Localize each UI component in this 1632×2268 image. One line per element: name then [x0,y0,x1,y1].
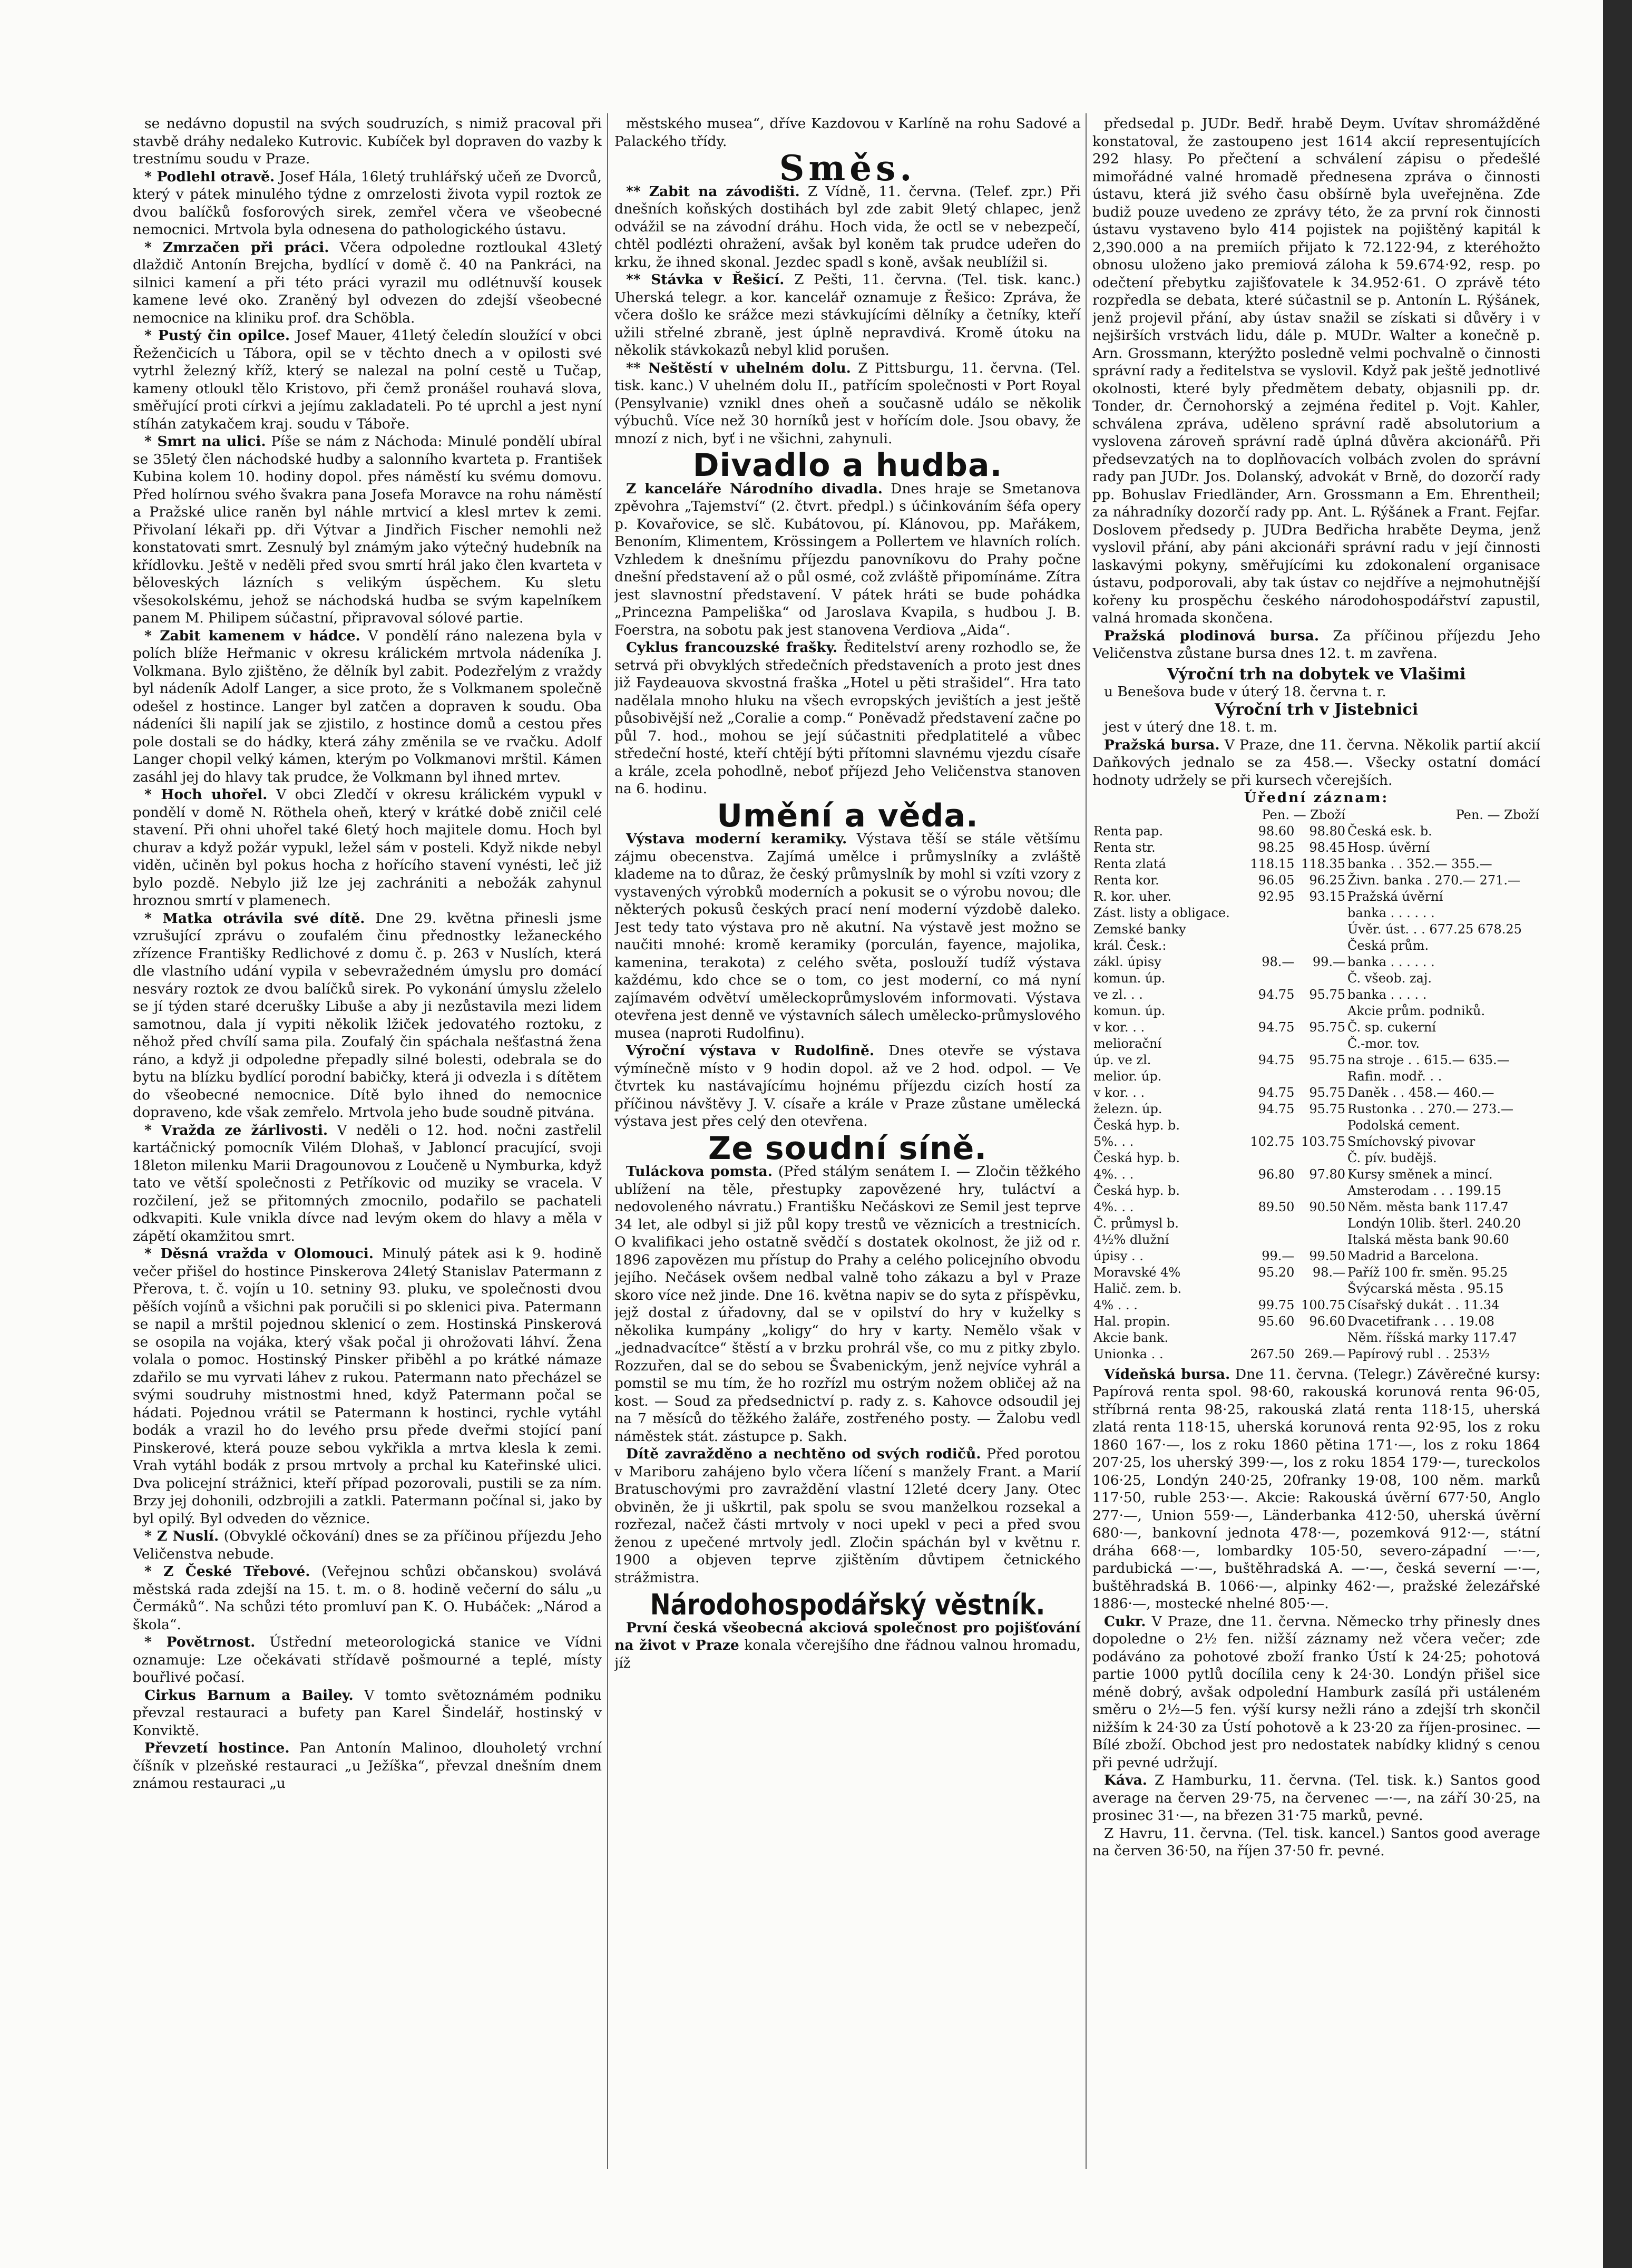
article-paragraph [614,271,1081,359]
quote-cell: banka . . . . . . [1347,905,1435,920]
article-rubric: Výstava moderní keramiky. [626,831,847,847]
quote-cell: melior. úp. [1093,1068,1162,1084]
article-rubric: Dítě zavražděno a nechtěno od svých rodičů. [626,1446,981,1462]
quote-cell [1245,1215,1296,1232]
article-rubric: Pražská plodinová bursa. [1104,627,1320,644]
quote-cell: 94.75 [1258,1019,1295,1035]
quote-cell: 4%. . . [1093,1166,1134,1182]
quote-cell: Česká hyp. b. [1093,1150,1180,1165]
article-rubric: * Hoch uhořel. [144,786,268,803]
quote-cell: 90.50 [1309,1199,1346,1214]
quote-cell [1295,938,1346,954]
article-text: Dnes otevře se výstava výmínečně místo v 9 hodin dopol. až ve 2 hod. odpol. — Ve čtvrtek ku nastávajícímu hojnému příjezdu cizích hostí za příčinou návštěvy J. V. císaře a krále v Praze zůstane umělecká výstava jest přes celý den otevřena. [614,1043,1081,1130]
quote-cell [1245,1068,1296,1085]
market-heading-vlasim: Výroční trh na dobytek ve Vlašimi [1167,665,1466,684]
quote-cell [1295,970,1346,987]
article-rubric: Z kanceláře Národního divadla. [626,480,883,497]
quote-row [1092,1068,1540,1085]
quote-cell: 92.95 [1258,889,1295,904]
quote-cell [1295,1215,1346,1232]
quote-row [1092,921,1540,938]
article-paragraph [614,1619,1081,1672]
quote-cell: Č. všeob. zaj. [1347,970,1432,986]
article-paragraph [614,1445,1081,1586]
section-title-umeni: Umění a věda. [717,797,979,834]
quote-cell: Č. sp. cukerní [1347,1019,1436,1035]
quote-cell: úpisy . . [1093,1248,1144,1263]
article-rubric: Převzetí hostince. [144,1740,290,1756]
quote-cell: Hosp. úvěrní [1347,840,1430,855]
article-text: Minulý pátek asi k 9. hodině večer přišel do hostince Pinskerova 24letý Stanislav Patermann z Přerova, t. č. vojín u 10. setniny 93. pluku, ve společnosti dvou pěších vojínů a všichni pak poručili si po sklenici piva. Patermann se napil a mrštil pojednou sklenicí o zem. Hostinská Pinskerová se osopila na vojáka, který však počal ji ohrožovati láhví. Žena volala o pomoc. Hostinský Pinsker přiběhl a po krátké námaze zdařilo se mu vyrvati láhev z rukou. Patermann nato přecházel se svými soudruhy mistnostmi hned, když Patermann počal se hádati. Pojednou vrátil se Patermann k hostinci, rychle vytáhl bodák a vrazil ho do levého prsu přede dveřmi stojící paní Pinskerové, která pouze sebou vykřikla a mrtva klesla k zemi. Vrah vytáhl bodák z prsou mrtvoly a prchal ku Kateřinské ulici. Dva policejní strážnici, kteří případ pozorovali, pustili se za ním. Brzy jej dohonili, odzbrojili a zatkli. Patermann počínal si, jako by byl opilý. Byl odveden do věznice. [133,1245,602,1527]
article-text: (Veřejnou schůzi občanskou) svolává městská rada zdejší na 15. t. m. o 8. hodině večerní do sálu „u Čermáků“. Na schůzi této promluví pan K. O. Hubáček: „Národ a škola“. [133,1563,602,1633]
article-rubric: * Podlehl otravě. [144,168,275,185]
quote-cell: v kor. . . [1093,1019,1145,1035]
quote-cell: Zemské banky [1093,921,1186,937]
quote-row [1092,954,1540,970]
quote-cell: Něm. říšská marky 117.47 [1347,1330,1517,1345]
quote-cell: 94.75 [1258,1085,1295,1100]
quote-row [1092,1003,1540,1019]
quote-cell: R. kor. uher. [1093,889,1171,904]
quote-cell: Akcie prům. podniků. [1347,1003,1486,1018]
quote-cell: Kursy směnek a mincí. [1347,1166,1493,1182]
bursa-rubric: Pražská bursa. [1104,736,1220,753]
article-text: (Obvyklé očkování) dnes se za příčinou příjezdu Jeho Veličenstva nebude. [133,1528,602,1562]
article-paragraph [133,1122,602,1245]
quote-cell [1245,1036,1296,1052]
quote-row [1092,872,1540,889]
article-rubric: Káva. [1104,1772,1147,1788]
market-text-jistebnice: jest v úterý dne 18. t. m. [1104,719,1278,735]
article-paragraph [133,1739,602,1793]
article-paragraph [614,1163,1081,1445]
article-text: se nedávno dopustil na svých soudruzích, s nimiž pracoval při stavbě dráhy nedaleko Kutrovic. Kubíček byl dopraven do vazby k trestnímu soudu v Praze. [133,115,602,167]
quote-table-head-left: Pen. — Zboží [1262,807,1346,822]
section-title-smes: Směs. [779,148,916,189]
article-text: Josef Hála, 16letý truhlářský učeň ze Dvorců, který v pátek minulého týdne z omrzelosti života vypil roztok ze dvou balíčků fosforových sirek, zemřel včera ve všeobecné nemocnici. Mrtvola byla odnesena do pathologického ústavu. [133,168,602,238]
quote-row [1092,970,1540,987]
quote-cell: 95.75 [1309,987,1346,1002]
quote-cell: 89.50 [1258,1199,1295,1214]
article-paragraph [1092,1613,1540,1772]
article-paragraph [1092,115,1540,627]
quote-cell: 99.— [1312,954,1346,969]
quote-cell: banka . . 352.— 355.— [1347,856,1492,871]
article-text: Z Havru, 11. června. (Tel. tisk. kancel.) Santos good average na červen 36·50, na říjen 37·50 fr. pevné. [1092,1825,1540,1859]
quote-cell: Renta pap. [1093,823,1163,839]
quote-cell [1245,938,1296,954]
quote-cell: Smíchovský pivovar [1347,1134,1475,1149]
article-paragraph [614,639,1081,798]
quote-cell [1295,1150,1346,1166]
quote-cell: Londýn 10lib. šterl. 240.20 [1347,1215,1521,1231]
quote-row [1092,1330,1540,1346]
quote-row [1092,1085,1540,1101]
quote-cell [1295,1036,1346,1052]
quote-cell: Česká esk. b. [1347,823,1432,839]
article-rubric: Tuláckova pomsta. [626,1163,773,1180]
article-paragraph [133,239,602,327]
quote-cell: 95.60 [1258,1313,1295,1329]
article-paragraph [614,1042,1081,1131]
quote-row [1092,1150,1540,1166]
quote-cell: Italská města bank 90.60 [1347,1232,1509,1247]
market-heading-jistebnice: Výroční trh v Jistebnici [1214,700,1419,719]
article-text: Píše se nám z Náchoda: Minulé pondělí ubíral se 35letý člen náchodské hudby a salonního kvarteta p. František Kubina kolem 10. hodiny dopol. přes náměstí ku svému domovu. Před holírnou svého švakra pana Josefa Moravce na rohu náměstí a Pražské ulice raněn byl náhle mrtvicí a klesl mrtev k zemi. Přivolaní lékaři pp. dři Výtvar a Jindřich Fischer nemohli než konstatovati smrt. Zesnulý byl známým jako výtečný hudebník na křídlovku. Ještě v neděli před svou smrtí hrál jako člen kvarteta v běloveských lázních s velikým úspěchem. Ku sletu všesokolskému, jehož se náchodská hudba se svým kapelníkem panem M. Philipem súčastní, připravoval sólové partie. [133,433,602,626]
quote-cell: Česká hyp. b. [1093,1183,1180,1198]
quote-cell [1245,921,1296,938]
quote-cell: 96.05 [1258,872,1295,888]
quote-cell [1245,905,1296,921]
quote-table [1092,807,1540,1362]
quote-cell: Č. pív. budějš. [1347,1150,1437,1165]
article-paragraph [133,910,602,1122]
quote-cell: 99.75 [1258,1297,1295,1312]
article-rubric: ** Neštěstí v uhelném dolu. [626,359,851,376]
quote-row [1092,1346,1540,1362]
article-text: V obci Zledčí v okresu králickém vypukl v pondělí v domě N. Röthela oheň, který v krátké době zničil celé stavení. Při ohni uhořel také 6letý hoch majitele domu. Hoch byl churav a když požár vypukl, ležel sám v posteli. Když nikde nebyl viděn, učiněn byl pokus hocha z hořícího stavení vynésti, leč již bylo pozdě. Nebylo již lze jej zachrániti a nebožák zahynul hroznou smrtí v plamenech. [133,786,602,909]
quote-cell: Daněk . . 458.— 460.— [1347,1085,1494,1100]
article-paragraph [1092,1825,1540,1860]
quote-cell: Něm. města bank 117.47 [1347,1199,1509,1214]
quote-cell: Č. průmysl b. [1093,1215,1179,1231]
quote-cell: 4½% dlužní [1093,1232,1169,1247]
quote-row [1092,1248,1540,1264]
quote-cell: 98.— [1262,954,1295,969]
article-paragraph [133,786,602,910]
quote-cell: 98.60 [1258,823,1295,839]
quote-table-title: Úřední záznam: [1244,790,1389,806]
quote-cell: komun. úp. [1093,970,1166,986]
quote-cell: král. Česk.: [1093,938,1167,953]
quote-cell: 98.25 [1258,840,1295,855]
article-paragraph [614,359,1081,448]
quote-row [1092,1134,1540,1150]
quote-cell: 98.45 [1309,840,1346,855]
article-rubric: * Zabit kamenem v hádce. [144,627,360,644]
article-paragraph [614,830,1081,1042]
article-rubric: * Z České Třebové. [144,1563,310,1580]
article-rubric: * Povětrnost. [144,1634,256,1650]
quote-cell [1245,1150,1296,1166]
quote-cell: 269.— [1304,1346,1346,1361]
quote-cell: Č.-mor. tov. [1347,1036,1420,1051]
quote-cell: v kor. . . [1093,1085,1145,1100]
quote-cell: zákl. úpisy [1093,954,1161,969]
article-rubric: Cirkus Barnum a Bailey. [144,1687,354,1704]
article-text: Ústřední meteorologická stanice ve Vídni oznamuje: Lze očekávati střídavě pošmourné a teplé, místy bouřlivé počasí. [133,1634,602,1686]
quote-cell: Madrid a Barcelona. [1347,1248,1479,1263]
article-paragraph [1092,1366,1540,1613]
quote-cell [1295,1117,1346,1134]
quote-cell: 4% . . . [1093,1297,1138,1312]
quote-cell [1295,921,1346,938]
quote-row [1092,1199,1540,1215]
article-text: Z Hamburku, 11. června. (Tel. tisk. k.) Santos good average na červen 29·75, na červenec —·—, na září 30·25, na prosinec 31·—, na březen 31·75 marků, pevné. [1092,1772,1540,1824]
quote-cell: Rustonka . . 270.— 273.— [1347,1101,1513,1116]
article-paragraph [614,183,1081,271]
quote-cell: 95.75 [1309,1101,1346,1116]
quote-cell: Renta kor. [1093,872,1159,888]
section-markets [1092,1366,1540,1860]
quote-cell: 95.75 [1309,1019,1346,1035]
quote-cell [1245,1003,1296,1019]
quote-cell: 95.20 [1258,1264,1295,1280]
quote-row [1092,987,1540,1003]
article-paragraph [133,627,602,786]
middle-column [614,115,1081,2213]
quote-row [1092,1264,1540,1281]
quote-cell [1245,1117,1296,1134]
scan-edge [1603,0,1632,2268]
quote-cell: 4%. . . [1093,1199,1134,1214]
article-intro: městského musea“, dříve Kazdovou v Karlíně na rohu Sadové a Palackého třídy. [614,115,1081,150]
quote-cell: Unionka . . [1093,1346,1164,1361]
quote-cell: 97.80 [1309,1166,1346,1182]
article-paragraph [1092,627,1540,663]
quote-cell: 94.75 [1258,1052,1295,1067]
quote-cell: 103.75 [1301,1134,1346,1149]
article-text: Z Pešti, 11. června. (Tel. tisk. kanc.) Uherská telegr. a kor. kancelář oznamuje z Řešico: Zpráva, že včera došlo ke srážce mezi stávkujícími dělníky a četníky, kteří užili střelné zbraně, jest úplně nepravdivá. Kromě útoku na několik stávkokazů nebyl klid porušen. [614,271,1081,358]
article-rubric: * Zmrzačen při práci. [144,239,329,256]
quote-cell: úp. ve zl. [1093,1052,1151,1067]
quote-cell [1295,1232,1346,1248]
market-text-vlasim: u Benešova bude v úterý 18. června t. r. [1104,684,1386,700]
quote-cell: 96.80 [1258,1166,1295,1182]
quote-cell: 95.75 [1309,1085,1346,1100]
quote-cell: ve zl. . . [1093,987,1143,1002]
quote-cell: Živn. banka . 270.— 271.— [1347,872,1521,888]
quote-cell: Rafin. modř. . . [1347,1068,1442,1084]
article-text: Pan Antonín Malinoo, dlouholetý vrchní číšník v plzeňské restauraci „u Ježíška“, převzal dnešním dnem známou restauraci „u [133,1740,602,1792]
quote-cell: 98.80 [1309,823,1346,839]
quote-cell: Švýcarská města . 95.15 [1347,1281,1504,1296]
quote-cell: Úvěr. úst. . . 677.25 678.25 [1347,921,1522,937]
quote-cell: 94.75 [1258,987,1295,1002]
article-paragraph [133,1633,602,1687]
article-text: V tomto světoznámém podniku převzal restauraci a bufety pan Karel Šindelář, hostinský v Konviktě. [133,1687,602,1739]
quote-cell: 96.60 [1309,1313,1346,1329]
article-rubric: Cyklus francouzské frašky. [626,639,838,656]
quote-cell: 118.15 [1250,856,1295,871]
article-rubric: * Matka otrávila své dítě. [144,910,365,927]
article-rubric: * Z Nuslí. [144,1528,219,1544]
article-paragraph [133,1563,602,1633]
article-paragraph [1092,1771,1540,1825]
article-paragraph [133,327,602,433]
quote-row [1092,1101,1540,1117]
bursa-paragraph [1092,736,1540,790]
quote-row [1092,889,1540,905]
article-text: V pondělí ráno nalezena byla v polích blíže Heřmanic v okresu králickém mrtvola nádeníka J. Volkmana. Bylo zjištěno, že dělník byl zabit. Podezřelým z vraždy byl nádeník Adolf Langer, a sice proto, že s Volkmanem společně odešel z hostince. Langer byl zatčen a dopraven k soudu. Oba nádeníci šli napilí jak se zjistilo, z hostince domů a cestou přes pole dostali se do hádky, která záhy změnila se ve rvačku. Adolf Langer chopil velký kámen, kterým po Volkmanovi mrštil. Kámen zasáhl jej do hlavy tak prudce, že Volkmann byl ihned mrtev. [133,627,602,785]
article-paragraph [133,1245,602,1527]
quote-cell: na stroje . . 615.— 635.— [1347,1052,1510,1067]
quote-cell [1245,970,1296,987]
quote-cell [1245,1330,1296,1346]
quote-row [1092,938,1540,954]
quote-cell: 99.50 [1309,1248,1346,1263]
quote-cell: Zást. listy a obligace. [1093,905,1230,920]
article-text: V neděli o 12. hod. nočni zastřelil kartáčnický pomocník Vilém Dlohaš, v Jabloncí pracující, svoji 18leton milenku Marii Dragounovou z Loučeně u Nymburka, když tato ve větší společnosti z Petříkovic od muziky se vracela. V rozčilení, jež se přitomných zmocnilo, podařilo se pachateli odkvapiti. Kule vnikla dívce nad levým okem do hlavy a měla v zápětí okamžitou smrt. [133,1122,602,1244]
section-assembly [1092,115,1540,663]
quote-cell: Papírový rubl . . 253½ [1347,1346,1490,1361]
quote-cell: Amsterodam . . . 199.15 [1347,1183,1502,1198]
right-column [1092,115,1540,2213]
article-paragraph [133,115,602,168]
left-column [133,115,602,2170]
section-divadlo [614,480,1081,798]
quote-cell: Renta str. [1093,840,1156,855]
quote-cell: Podolská cement. [1347,1117,1460,1133]
quote-row [1092,1117,1540,1134]
quote-cell: Moravské 4% [1093,1264,1181,1280]
article-text: Za příčinou příjezdu Jeho Veličenstva zůstane bursa dnes 12. t. m zavřena. [1092,627,1540,661]
quote-cell [1245,1183,1296,1199]
section-title-soud: Ze soudní síně. [708,1130,988,1167]
quote-cell [1295,1003,1346,1019]
quote-cell [1295,1330,1346,1346]
article-text: předsedal p. JUDr. Bedř. hrabě Deym. Uvítav shromážděné konstatoval, že zastoupeno jest 1614 akcií representujících 292 hlasy. Po přečtení a schválení zápisu o předešlé mimořádné valné hromadě přednesena zpráva o činnosti ústavu, která již svého času obšírně byla uveřejněna. Zde budiž pouze uvedeno ze zprávy této, že za první rok činnosti ústavu vystaveno bylo 414 pojistek na pojištěný kapitál k 2,390.000 a na premiích přijato k 72.122·94, z kteréhožto obnosu uloženo jako premiová záloha k 59.674·92, resp. po odečtení přebytku zajišťovatele k 34.952·61. O zprávě této rozpředla se debata, které súčastnil se p. Antonín L. Rýšánek, jenž projevil přání, aby ústav snažil se získati si důvěry i v nejširších vrstvách lidu, dále p. MUDr. Walter a konečně p. Arn. Grossmann, kterýžto posledně velmi pochvalně o činnosti správní rady a ředitelstva se vyslovil. Když pak ještě jednotlivé okolnosti, které byly předmětem debaty, objasnili pp. dr. Tonder, dr. Černohorský a zejména ředitel p. Vojt. Kahler, schválena zpráva, uděleno správní radě absolutorium a vyslovena zároveň správní radě úplná důvěra akcionářů. Při předsevzatých na to doplňovacích volbách zvolen do správní rady pan JUDr. Jos. Dolanský, advokát v Brně, do dozorčí rady pp. Bohuslav Friedländer, Arn. Grossmann a Em. Ehrentheil; za náhradníky dozorčí rady pp. Ant. L. Rýšánek a Frant. Fejfar. Doslovem předsedy p. JUDra Bedřicha hraběte Deyma, jenž vyslovil přání, aby páni akcionáři správní radu v její činnosti laskavými pokyny, směřujícími ku zdokonalení organisace ústavu, podporovali, aby tak ústav co nejdříve a nejmohutnější kořeny ku prospěchu českého národohospodářství zapustil, valná hromada skončena. [1092,115,1540,626]
quote-cell [1245,1232,1296,1248]
article-text: V Praze, dne 11. června. Německo trhy přinesly dnes dopoledne o 2½ fen. nižší záznamy než včera večer; zde podáváno za pohotové zboží franko Ústí k 24·25; pohotová partie 1000 pytlů docílila ceny k 24·30. Londýn přišel sice méně dobrý, avšak odpolední Hamburk zasílá při ustáleném směru o 2½—5 fen. výší kursy nežli ráno a zdejší trh skončil nižším k 24·30 za Ústí pohotově a k 23·20 za říjen-prosinec. — Bílé zboží. Obchod jest pro nedostatek nabídky klidný s cenou při pevné udržují. [1092,1613,1540,1771]
quote-cell: Císařský dukát . . 11.34 [1347,1297,1500,1312]
quote-cell: železn. úp. [1093,1101,1162,1116]
quote-row [1092,1313,1540,1330]
section-soud [614,1163,1081,1586]
quote-row [1092,1232,1540,1248]
quote-cell: 99.— [1262,1248,1295,1263]
article-paragraph [133,1527,602,1563]
article-text: Včera odpoledne roztloukal 43letý dlaždič Antonín Brejcha, bydlící v domě č. 40 na Pankráci, na silnici kamení a při této práci vyrazil mu odlétnuvší kousek kamene levé oko. Zraněný byl odvezen do zdejší všeobecné nemocnice na kliniku prof. dra Schöbla. [133,239,602,326]
article-text: Dne 11. června. (Telegr.) Závěrečné kursy: Papírová renta spol. 98·60, rakouská korunová renta 96·05, stříbrná renta 98·25, rakouská zlatá renta 118·15, uherská zlatá renta 118·15, uherská korunová renta 92·95, los z roku 1860 167·—, los z roku 1860 pětina 171·—, los z roku 1864 207·25, los uherský 399·—, los z roku 1854 179·—, tureckolos 106·25, Londýn 240·25, 20franky 19·08, 100 něm. marků 117·50, ruble 253·—. Akcie: Rakouská úvěrní 677·50, Anglo 277·—, Union 559·—, Länderbanka 412·50, uherská úvěrní 680·—, bankovní jednota 478·—, pozemková 912·—, státní dráha 668·—, lombardky 105·50, severo-západní —·—, pardubická —·—, buštěhradská A. —·—, česká severní —·—, buštěhradská B. 1066·—, alpinky 462·—, pražské železářské 1886·—, mostecké nhelné 805·—. [1092,1366,1540,1612]
quote-row [1092,856,1540,872]
article-text: Z Pittsburgu, 11. června. (Tel. tisk. kanc.) V uhelném dolu II., patřícím společnosti v Port Royal (Pensylvanie) vznikl dnes oheň a současně událo se několik výbuchů. Více než 30 horníků jest v hořícím dole. Jsou obavy, že mnozí z nich, byť i ne všichni, zahynuli. [614,359,1081,447]
quote-cell: Hal. propin. [1093,1313,1170,1329]
quote-cell: Halič. zem. b. [1093,1281,1182,1296]
quote-cell: Pražská úvěrní [1347,889,1443,904]
quote-row [1092,1019,1540,1036]
bursa-text: V Praze, dne 11. června. Několik partií akcií Daňkových jednalo se za 458.—. Všecky ostatní domácí hodnoty udržely se při kursech včerejších. [1092,736,1540,789]
quote-row [1092,1036,1540,1052]
article-paragraph [133,433,602,627]
article-text: Ředitelství areny rozhodlo se, že setrvá při obvyklých středečních představeních a proto jest dnes již Faydeauova skvostná fraška „Hotel u pěti strašidel“. Hra tato nadělala mnoho hluku na všech evropských jevištích a jest ještě působivější než „Coralie a comp.“ Poněvadž představení začne po půl 7. hod., mohou se její súčastniti předplatitelé a vůbec středeční hosté, kteří chtějí býti přítomni slavnému vjezdu císaře a krále, zcela pohodlně, neboť příjezd Jeho Veličenstva stanoven na 6. hodinu. [614,639,1081,797]
article-text: Dnes hraje se Smetanova zpěvohra „Tajemství“ (2. čtvrt. předpl.) s účinkováním šéfa opery p. Kovařovice, se slč. Kubátovou, pí. Klánovou, pp. Mařákem, Benoním, Klimentem, Krössingem a Pollertem ve hlavních rolích. Vzhledem k dnešnímu příjezdu panovníkovu do Prahy počne dnešní představení až o půl osmé, což zvláště připomínáme. Zítra jest slavnostní představení. V pátek hráti se bude pohádka „Princezna Pampeliška“ od Jaroslava Kvapila, s hudbou J. B. Foerstra, na sobotu pak jest stanovena Verdiova „Aida“. [614,480,1081,638]
article-rubric: * Děsná vražda v Olomouci. [144,1245,374,1262]
section-title-vestnik: Národohospodářský věstník. [650,1588,1045,1621]
quote-cell [1295,1068,1346,1085]
quote-cell: Renta zlatá [1093,856,1166,871]
section-title-divadlo: Divadlo a hudba. [692,447,1003,484]
article-rubric: Výroční výstava v Rudolfině. [626,1043,875,1059]
article-text: konala včerejšího dne řádnou valnou hromadu, jíž [614,1637,1081,1671]
article-paragraph [614,480,1081,639]
quote-row [1092,840,1540,856]
quote-cell: 100.75 [1301,1297,1346,1312]
quote-row [1092,1183,1540,1199]
quote-cell: 267.50 [1250,1346,1295,1361]
article-text: Z Vídně, 11. června. (Telef. zpr.) Při dnešních koňských dostihách byl zde zabit 9letý chlapec, jenž odvážil se na závodní dráhu. Hoch vida, že octl se v nebezpečí, chtěl podlézti ohražení, avšak byl koněm tak prudce udeřen do krku, že ihned skonal. Jezdec spadl s koně, avšak neublížil si. [614,183,1081,270]
article-rubric: Cukr. [1104,1613,1146,1630]
article-rubric: Vídeňská bursa. [1104,1366,1230,1383]
column-rule [1086,113,1087,2169]
quote-cell: Česká hyp. b. [1093,1117,1180,1133]
quote-row [1092,823,1540,840]
quote-cell [1295,905,1346,921]
article-rubric: * Pustý čin opilce. [144,327,290,344]
quote-cell: meliorační [1093,1036,1162,1051]
quote-table-head-right: Pen. — Zboží [1455,807,1539,822]
article-rubric: * Smrt na ulici. [144,433,266,450]
quote-cell: banka . . . . . [1347,987,1427,1002]
section-umeni [614,830,1081,1131]
column-rule [607,113,608,2169]
article-text: (Před stálým senátem I. — Zločin těžkého ublížení na těle, přestupky zapovězené hry, tuláctví a nedovoleného návratu.) Františku Nečáskovi ze Semil jest teprve 34 let, ale odbyl si již půl kopy trestů ve věznicích a trestnicích. O kvalifikaci jeho ostatně svědčí s dostatek okolnost, že již od r. 1896 zapovězen mu přístup do Prahy a celého policejního obvodu jejího. Nečásek ovšem nedbal valně toho zákazu a byl v Praze skoro více než jinde. Dne 16. května napiv se do syta z příspěvku, jejž dostal z úřadovny, dal se v opilství do hry v kuželky s několika kumpány „koligy“ do hry v karty. Nemělo však v „jednadvacítce“ štěstí a v brzku prohrál vše, co mu z pitky zbylo. Rozzuřen, dal se do sebou se Švabenickým, jenž nejvíce vyhrál a pomstil se mu tím, že ho rozřízl mu ostrým nožem obličej až na kost. — Soud za předsednictví p. rady z. s. Kahovce odsoudil jej na 7 měsíců do těžkého žaláře, zostřeného posty. — Žalobu vedl náměstek stát. zástupce p. Sakh. [614,1163,1081,1445]
section-smes [614,183,1081,448]
article-text: Výstava těší se stále většímu zájmu obecenstva. Zajímá umělce i průmyslníky a zvláště klademe na to důraz, že český průmyslník by mohl si vzíti vzory z vystavených výrobků moderních a pokusit se o výrobu novou; dle některých pokusů českých prací není moderní výzdobě daleko. Jest tedy tato výstava pro ně akutní. Na výstavě jest možno se naučiti mnohé: kromě keramiky (porculán, fayence, majolika, kamenina, terakota) z celého světa, poslouží tudíž výstava každému, kdo chce se o tom, co jest moderní, co má nyní zajímavém odvětví uměleckoprůmyslovém informovati. Výstava otevřena jest denně ve výstavních sálech umělecko-průmyslového musea (naproti Rudolfinu). [614,831,1081,1041]
quote-cell: Paříž 100 fr. směn. 95.25 [1347,1264,1508,1280]
quote-cell: 5%. . . [1093,1134,1134,1149]
quote-cell [1295,1183,1346,1199]
article-rubric: První česká všeobecná akciová společnost pro pojišťování na život v Praze [614,1619,1081,1653]
quote-cell [1245,1281,1296,1297]
article-text: Před porotou v Mariboru zahájeno bylo včera líčení s manžely Frant. a Marií Bratuschovými pro zavraždění vlastní 12leté dcery Jany. Otec obviněn, že ji uškrtil, pak spolu se svou manželkou rozsekal a rozřezal, načež části mrtvoly v noci upekl v peci a před svou ženou z upečené mrtvoly jedl. Zločin spáchán byl v květnu r. 1900 a objeven teprve zjištěním důvtipem četnického strážmistra. [614,1446,1081,1586]
quote-cell: Česká prům. [1347,938,1429,953]
quote-cell: banka . . . . . . [1347,954,1435,969]
quote-cell: 95.75 [1309,1052,1346,1067]
quote-cell: komun. úp. [1093,1003,1166,1018]
quote-cell: 118.35 [1301,856,1346,871]
section-vestnik [614,1619,1081,1672]
article-rubric: ** Stávka v Řešicí. [626,271,785,288]
quote-cell: 94.75 [1258,1101,1295,1116]
quote-row [1092,1281,1540,1297]
quote-cell: 93.15 [1309,889,1346,904]
quote-row [1092,905,1540,921]
quote-row [1092,1166,1540,1183]
quote-cell [1295,1281,1346,1297]
quote-row [1092,1215,1540,1232]
article-text: Dne 29. května přinesli jsme vzrušující zprávu o zoufalém činu přednostky ležaneckého zřízence Františky Redlichové z domu č. p. 263 v Nuslích, která dle vlastního udání vypila v sebevražedném úmyslu pro domácí nesváry roztok ze dvou balíčků sirek. Po vykonání úmyslu zželelo se jí týden staré dcerušky Libuše a aby ji nezůstavila mezi lidem samotnou, dala jí vypiti několik lžiček jedovatého roztoku, z něhož před chvílí sama pila. Zoufalý čin spáchala nešťastná žena ráno, a když ji odpoledne přepadly silné bolesti, odebrala se do bytu na blízku bydlící porodní babičky, která ji odvezla i s dítětem do všeobecné nemocnice. Dítě bylo ihned do nemocnice dopraveno, kde však zemřelo. Mrtvola jeho bude soudně pitvána. [133,910,602,1121]
quote-row [1092,1297,1540,1313]
quote-cell: Akcie bank. [1093,1330,1169,1345]
quote-row [1092,1052,1540,1068]
quote-cell: 102.75 [1250,1134,1295,1149]
article-paragraph [133,1687,602,1740]
article-rubric: ** Zabit na závodišti. [626,183,800,200]
quote-cell: 98.— [1312,1264,1346,1280]
article-text: Josef Mauer, 41letý čeledín sloužící v obci Řeženčicích u Tábora, opil se v těchto dnech a v opilosti své vytrhl železný kříž, který se nalezal na polní cestě u Tučap, kameny otloukl tělo Kristovo, při čemž pronášel rouhavá slova, směřující proti církvi a jejímu zakladateli. Po té uprchl a jest nyní stíhán zatykačem kraj. soudu v Táboře. [133,327,602,432]
article-paragraph [133,168,602,239]
quote-cell: 96.25 [1309,872,1346,888]
article-rubric: * Vražda ze žárlivosti. [144,1122,328,1138]
quote-cell: Dvacetifrank . . . 19.08 [1347,1313,1494,1329]
